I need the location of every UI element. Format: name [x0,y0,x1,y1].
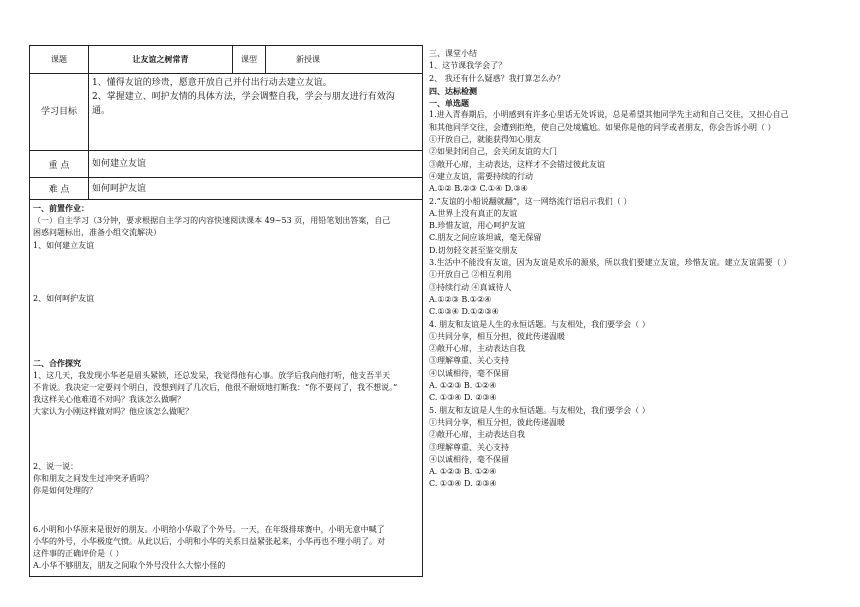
right-column [429,48,841,491]
prework-q1: 1、如何建立友谊 [33,241,95,250]
case3-line: A.小华不够朋友，朋友之间取个外号没什么大惊小怪的 [33,561,226,570]
difficulty-text: 如何呵护友谊 [92,184,147,194]
right-line: ②如果封闭自己，会关闭友谊的大门 [429,147,557,157]
cooperate-title: 二、合作探究 [33,358,81,368]
right-line: ④以诚相待，毫不保留 [429,368,509,378]
right-line: ②敞开心扉，主动表达自我 [429,430,525,440]
topic-label: 课题 [30,46,89,73]
right-line: A.①② B.②③ C.①④ D.③④ [429,184,528,194]
goal-line: 通。 [92,106,111,116]
lesson-table [29,45,423,577]
type-value: 新授课 [296,55,320,64]
topic-title: 让友谊之树常青 [89,46,233,73]
case2-line: 你和朋友之间发生过冲突矛盾吗？ [33,474,153,483]
case3-line: 小华的外号，小华极度气愤。从此以后，小明和小华的关系日益紧张起来，小华再也不理小明了。对 [33,537,385,546]
right-line: C.朋友之间应该坦诚，毫无保留 [429,233,542,243]
type-label: 课型 [233,46,266,73]
right-line: A. ①②③ B. ①②④ [429,467,497,477]
right-line: 5. 朋友和友谊是人生的永恒话题。与友相处，我们要学会（ ） [429,405,650,415]
right-line: 三、课堂小结 [429,49,477,58]
right-line: 1.进入青春期后，小明感到有许多心里话无处诉说，总是希望其他同学先主动和自己交往，又担心自己 [429,110,789,120]
key-point-label: 重 点 [30,151,89,177]
goals-label [30,74,89,150]
difficulty-label: 难 点 [30,178,89,199]
header-row [30,46,422,74]
right-line: A. ①②③ B. ①②④ [429,381,497,391]
goal-line: 1、懂得友谊的珍贵，愿意开放自己并付出行动去建立友谊。 [92,78,332,88]
right-line: B.珍惜友谊，用心呵护友谊 [429,221,526,231]
prework-title: 一、前置作业： [33,203,89,213]
prework-line: （一）自主学习（3分钟，要求根据自主学习的内容快速阅读课本 49~53 页，用铅笔划出答案，自己 [33,216,391,225]
goals-label-text: 学习目标 [41,107,78,117]
right-line: ①开放自己 ②相互利用 [429,270,512,280]
right-line: ①共同分享，相互分担，彼此传递温暖 [429,331,565,341]
right-line: C.①③④ D.①②③④ [429,307,499,317]
case1-line: 大家认为小刚这样做对吗？他应该怎么做呢？ [33,407,193,416]
right-line: ④建立友谊，需要持续的行动 [429,171,533,181]
right-line: 四、达标检测 [429,85,477,96]
prework-q2: 2、如何呵护友谊 [33,294,95,303]
case1-line: 1、这几天，我发现小华老是眉头紧锁，还总发呆，我觉得他有心事。放学后我向他打听，他支吾半天 [33,371,391,380]
case3-line: 这件事的正确评价是（ ） [33,549,124,558]
right-line: ③持续行动 ④真诚待人 [429,282,512,292]
right-line: ③理解尊重、关心支持 [429,356,509,366]
right-line: C. ①③④ D. ②③④ [429,479,497,489]
key-point-row [30,151,422,178]
right-line: 一、单选题 [429,98,469,109]
right-line: 2、 我还有什么疑惑？我打算怎么办？ [429,73,565,83]
right-line: 1、这节课我学会了？ [429,61,507,71]
right-line: ③敞开心扉，主动表达，这样才不会错过彼此友谊 [429,159,605,169]
right-line: ①共同分享，相互分担，彼此传递温暖 [429,417,565,427]
right-line: ③理解尊重、关心支持 [429,442,509,452]
key-point-text: 如何建立友谊 [92,159,147,169]
case1-line: 我这样关心他难道不对吗？我该怎么做啊？ [33,395,185,404]
right-line: 2.“友谊的小船说翻就翻”，这一网络流行语启示我们（ ） [429,196,632,206]
difficulty-row [30,178,422,200]
right-line: ②敞开心扉，主动表达自我 [429,344,525,354]
case1-line: 不肯说。我决定一定要问个明白，没想到问了几次后，他很不耐烦地打断我：“你不要问了，我不想说。” [33,383,398,392]
right-line: 3.生活中不能没有友谊，因为友谊是欢乐的源泉，所以我们要建立友谊，珍惜友谊。建立友谊需要（ ） [429,258,792,268]
case2-line: 你是如何处理的？ [33,486,97,495]
right-line: 和其他同学交往，会遭到拒绝，使自己处境尴尬。如果你是他的同学或者朋友，你会告诉小明（ ） [429,122,776,132]
goals-text [92,76,422,118]
right-line: 4. 朋友和友谊是人生的永恒话题。与友相处，我们要学会（ ） [429,319,650,329]
right-line: C. ①③④ D. ②③④ [429,393,497,403]
right-line: A.①②③ B.①②④ [429,294,492,304]
case2-line: 2、说一说： [33,462,79,471]
prework-line: 困惑问题标出，准备小组交流解决） [33,228,161,237]
right-line: D.切勿轻交甚至鉴交朋友 [429,245,518,255]
right-line: A.世界上没有真正的友谊 [429,208,518,218]
goals-row [30,74,422,151]
right-line: ①开放自己，就能获得知心朋友 [429,135,541,145]
right-line: ④以诚相待，毫不保留 [429,454,509,464]
case3-line: 6.小明和小华原来是很好的朋友。小明给小华取了个外号。一天，在年级排球赛中，小明无意中喊了 [33,525,385,534]
goal-line: 2、掌握建立、呵护友情的具体方法，学会调整自我，学会与朋友进行有效沟 [92,92,395,102]
